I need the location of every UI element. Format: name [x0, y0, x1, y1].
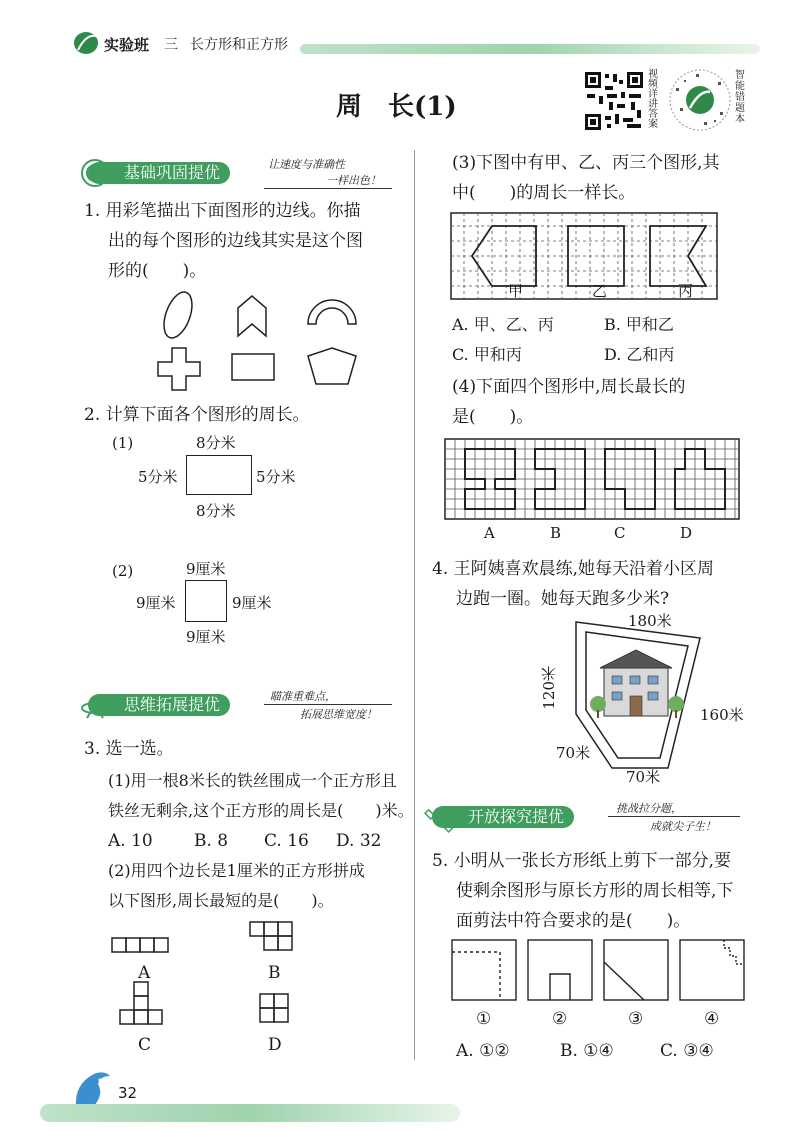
figure-c	[120, 982, 162, 1024]
q1-line1: 1. 用彩笔描出下面图形的边线。你描	[84, 201, 361, 221]
shape-cross	[158, 348, 200, 390]
shape-rectangle	[232, 354, 274, 380]
q2-text: 2. 计算下面各个图形的周长。	[84, 405, 310, 425]
q3-s2-label-d: D	[268, 1035, 282, 1055]
qr-left-caption: 视频详讲答案	[648, 69, 658, 130]
q4-line2: 边跑一圈。她每天跑多少米?	[456, 589, 670, 609]
q3-s1-option-d: D. 32	[336, 831, 382, 851]
slogan-rule	[264, 704, 392, 705]
q3-s3-line1: (3)下图中有甲、乙、丙三个图形,其	[452, 153, 720, 173]
leaf-logo-icon	[72, 30, 100, 56]
cut-figure-1	[452, 940, 516, 1000]
q5-label-4: ④	[704, 1009, 720, 1029]
shape-arch	[308, 300, 356, 324]
figure-b	[250, 922, 292, 950]
section-thinking-title: 思维拓展提优	[88, 694, 230, 716]
cut-figure-3	[604, 940, 668, 1000]
q2-p1-rectangle	[186, 455, 252, 495]
q2-p2-bottom: 9厘米	[186, 628, 226, 646]
figure-a	[112, 938, 168, 952]
q3-s3-option-d: D. 乙和丙	[604, 345, 675, 364]
slogan-rule	[608, 816, 740, 817]
column-divider	[414, 150, 415, 1060]
q3-text: 3. 选一选。	[84, 739, 174, 759]
q5-line2: 使剩余图形与原长方形的周长相等,下	[456, 881, 734, 901]
shape-ellipse	[159, 290, 198, 342]
q3-s1-option-c: C. 16	[264, 831, 309, 851]
cut-figure-2	[528, 940, 592, 1000]
q5-option-a: A. ①②	[456, 1041, 510, 1061]
section-open-slogan-2: 成就尖子生！	[650, 820, 716, 833]
q2-p1-top: 8分米	[196, 434, 236, 452]
section-thinking-slogan-1: 瞄准重难点，	[270, 690, 336, 703]
q3-s1-option-b: B. 8	[194, 831, 229, 851]
q2-p2-left: 9厘米	[136, 594, 176, 612]
q2-p1-left: 5分米	[138, 468, 178, 486]
q3-s2-label-c: C	[138, 1035, 152, 1055]
q3-s4-line1: (4)下面四个图形中,周长最长的	[452, 377, 686, 397]
q1-line2: 出的每个图形的边线其实是这个图	[108, 231, 363, 251]
shape-pentagon	[308, 348, 356, 384]
q3-s3-option-b: B. 甲和乙	[604, 315, 674, 334]
cut-figure-4	[680, 940, 744, 1000]
q5-label-1: ①	[476, 1009, 492, 1029]
q3-s3-line2: 中( )的周长一样长。	[452, 183, 636, 203]
q4-top-length: 180米	[628, 612, 672, 630]
q5-line3: 面剪法中符合要求的是( )。	[456, 911, 691, 931]
q3-s4-label-a: A	[484, 524, 495, 542]
wrong-question-book-icon	[668, 68, 732, 132]
q3-s1-option-a: A. 10	[108, 831, 153, 851]
q2-p1-bottom: 8分米	[196, 502, 236, 520]
q4-right-length: 160米	[700, 706, 744, 724]
section-thinking-slogan-2: 拓展思维宽度！	[300, 708, 377, 721]
q3-s2-line1: (2)用四个边长是1厘米的正方形拼成	[108, 861, 365, 880]
q5-option-b: B. ①④	[560, 1041, 614, 1061]
slogan-rule	[264, 188, 392, 189]
page-number: 32	[118, 1084, 138, 1102]
building-icon	[590, 650, 684, 718]
q3-s3-label-yi: 乙	[592, 282, 608, 300]
header-unit-title: 长方形和正方形	[190, 37, 288, 53]
q5-cut-figures	[448, 938, 748, 1004]
q3-s1-line2: 铁丝无剩余,这个正方形的周长是( )米。	[108, 801, 414, 820]
section-basic-title: 基础巩固提优	[88, 162, 230, 184]
q3-s3-label-bing: 丙	[678, 282, 694, 300]
q3-s4-label-d: D	[680, 524, 693, 542]
q3-s2-line2: 以下图形,周长最短的是( )。	[108, 891, 334, 910]
q3-s2-label-b: B	[268, 963, 281, 983]
q2-p2-label: (2)	[112, 562, 134, 580]
q2-p1-label: (1)	[112, 434, 134, 452]
section-open-slogan-1: 挑战拉分题，	[616, 802, 682, 815]
q2-p1-right: 5分米	[256, 468, 296, 486]
q4-bottom-length: 70米	[626, 768, 661, 786]
shape-chevron	[238, 296, 266, 336]
q5-label-3: ③	[628, 1009, 644, 1029]
header-rule	[300, 44, 760, 54]
q4-bottom-left-length: 70米	[556, 744, 591, 762]
q3-s2-label-a: A	[138, 963, 151, 983]
q5-label-2: ②	[552, 1009, 568, 1029]
q2-p2-top: 9厘米	[186, 560, 226, 578]
q3-s3-option-a: A. 甲、乙、丙	[452, 315, 554, 334]
section-basic-slogan-1: 让速度与准确性	[268, 158, 345, 171]
figure-d	[260, 994, 288, 1022]
q4-left-length: 120米	[540, 666, 558, 710]
q3-s3-option-c: C. 甲和丙	[452, 345, 522, 364]
header-brand: 实验班	[104, 36, 150, 54]
section-open-title: 开放探究提优	[432, 806, 574, 828]
q2-p2-square	[185, 580, 227, 622]
q3-s3-label-jia: 甲	[508, 282, 524, 300]
qr-code-left	[583, 70, 645, 132]
header-logo	[72, 30, 100, 56]
q5-line1: 5. 小明从一张长方形纸上剪下一部分,要	[432, 851, 732, 871]
qr-right-caption: 智能错题本	[735, 70, 745, 125]
q1-shapes	[150, 290, 370, 400]
q5-option-c: C. ③④	[660, 1041, 714, 1061]
qr-code-right	[668, 68, 732, 132]
section-basic-slogan-2: 一样出色！	[326, 174, 381, 187]
q1-line3: 形的( )。	[108, 261, 207, 281]
q3-s2-figures	[104, 916, 324, 1026]
q3-s4-line2: 是( )。	[452, 407, 534, 427]
qr-code-icon	[583, 70, 645, 132]
footer-wave	[40, 1104, 460, 1122]
q3-s1-line1: (1)用一根8米长的铁丝围成一个正方形且	[108, 771, 397, 790]
q2-p2-right: 9厘米	[232, 594, 272, 612]
header-unit-number: 三	[164, 37, 178, 53]
page-title: 周 长(1)	[336, 92, 457, 122]
q3-s4-label-c: C	[614, 524, 626, 542]
q4-line1: 4. 王阿姨喜欢晨练,她每天沿着小区周	[432, 559, 715, 579]
q3-s4-grid-figure	[444, 438, 740, 522]
q3-s4-label-b: B	[550, 524, 562, 542]
